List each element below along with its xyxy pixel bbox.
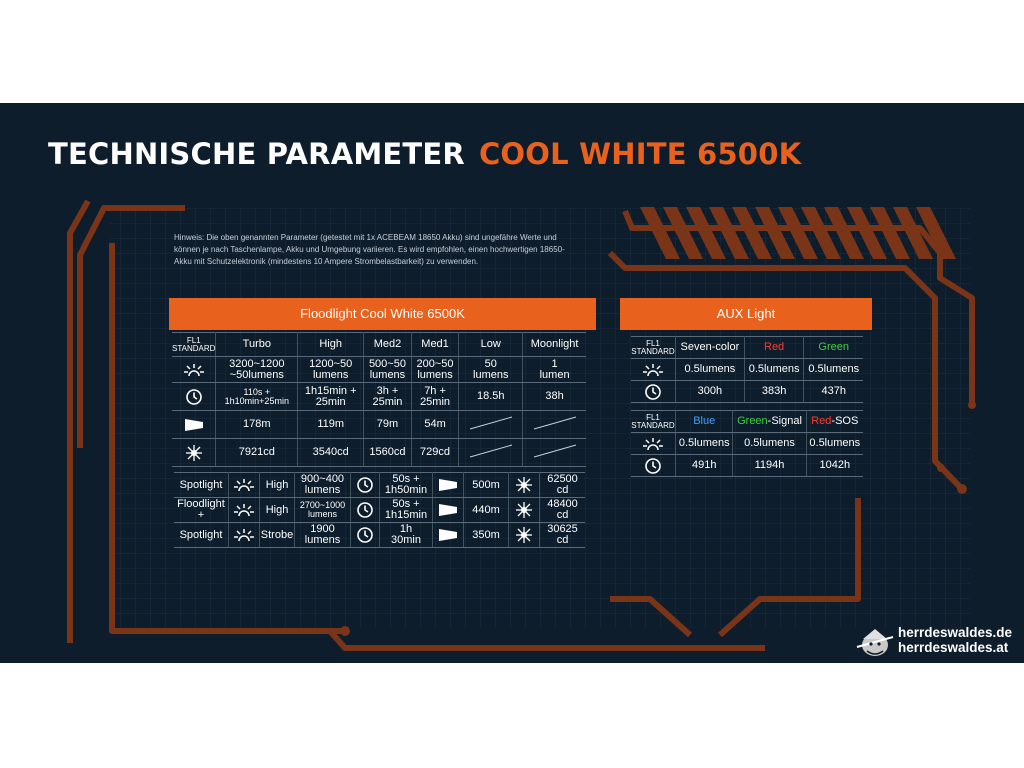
runtime-turbo: 110s + 1h10min+25min (216, 383, 298, 411)
aux-lumens-seven: 0.5lumens (676, 359, 745, 381)
beam-distance-icon (172, 411, 216, 439)
mode-med1: Med1 (411, 333, 459, 357)
beam-distance-icon (433, 523, 464, 548)
page-title (48, 137, 801, 171)
runtime-med1: 7h + 25min (411, 383, 459, 411)
spot-lumens: 2700~1000 lumens (295, 498, 351, 523)
spec-banner (0, 103, 1024, 663)
distance-low-na (459, 411, 523, 439)
spot-distance: 350m (464, 523, 509, 548)
aux-runtime-green-signal: 1194h (733, 455, 806, 477)
runtime-high: 1h15min + 25min (298, 383, 364, 411)
spot-lumens: 1900 lumens (295, 523, 351, 548)
beam-distance-icon (433, 473, 464, 498)
table-row (174, 473, 585, 498)
title-main: TECHNISCHE PARAMETER (48, 137, 465, 171)
distance-med2: 79m (364, 411, 412, 439)
intensity-icon (509, 498, 540, 523)
runtime-low: 18.5h (459, 383, 523, 411)
aux-lumens-green-signal: 0.5lumens (733, 433, 806, 455)
mode-high: High (298, 333, 364, 357)
table-row (172, 411, 586, 439)
spot-distance: 440m (464, 498, 509, 523)
distance-high: 119m (298, 411, 364, 439)
spot-lumens: 900~400 lumens (295, 473, 351, 498)
mode-turbo: Turbo (216, 333, 298, 357)
intensity-high: 3540cd (298, 439, 364, 467)
mode-moonlight: Moonlight (523, 333, 586, 357)
clock-icon (351, 473, 380, 498)
aux-lumens-red-sos: 0.5lumens (806, 433, 863, 455)
spot-name: Spotlight (174, 523, 229, 548)
distance-turbo: 178m (216, 411, 298, 439)
spot-mode: High (260, 473, 295, 498)
spot-runtime: 1h 30min (380, 523, 433, 548)
lumens-med2: 500~50 lumens (364, 357, 412, 383)
distance-moonlight-na (523, 411, 586, 439)
aux-runtime-seven: 300h (676, 381, 745, 403)
brightness-icon (631, 433, 676, 455)
table-row (631, 359, 863, 381)
spot-runtime: 50s + 1h15min (380, 498, 433, 523)
aux-col-green-signal: Green-Signal (733, 411, 806, 433)
aux-col-red: Red (744, 337, 804, 359)
intensity-med1: 729cd (411, 439, 459, 467)
runtime-moonlight: 38h (523, 383, 586, 411)
intensity-icon (509, 523, 540, 548)
floodlight-header: Floodlight Cool White 6500K (169, 298, 596, 330)
spot-name: Spotlight (174, 473, 229, 498)
mode-low: Low (459, 333, 523, 357)
clock-icon (351, 498, 380, 523)
clock-icon (631, 455, 676, 477)
spot-intensity: 62500 cd (540, 473, 586, 498)
lumens-turbo: 3200~1200 ~50lumens (216, 357, 298, 383)
aux-col-seven-color: Seven-color (676, 337, 745, 359)
lumens-low: 50 lumens (459, 357, 523, 383)
intensity-low-na (459, 439, 523, 467)
aux-lumens-blue: 0.5lumens (676, 433, 733, 455)
runtime-med2: 3h + 25min (364, 383, 412, 411)
site-logo-text (898, 625, 1012, 655)
table-row (631, 455, 863, 477)
spot-intensity: 48400 cd (540, 498, 586, 523)
aux-lumens-green: 0.5lumens (804, 359, 863, 381)
clock-icon (172, 383, 216, 411)
disclaimer-note: Hinweis: Die oben genannten Parameter (getestet mit 1x ACEBEAM 18650 Akku) sind ungefähre Werte und können je nach Taschenlampe, Akku und Umgebung variieren. Es wird empfohlen, einen hochwertigen 18650-Akku mit Schutzelektronik (mindestens 10 Ampere Strombelastbarkeit) zu verwenden. (174, 233, 565, 266)
table-row (174, 523, 585, 548)
aux-col-blue: Blue (676, 411, 733, 433)
table-row (172, 333, 586, 357)
table-row (174, 498, 585, 523)
logo-line-at: herrdeswaldes.at (898, 640, 1009, 655)
spot-distance: 500m (464, 473, 509, 498)
standard-label: FL1 STANDARD (631, 411, 676, 433)
title-accent: COOL WHITE 6500K (478, 137, 802, 171)
intensity-icon (172, 439, 216, 467)
brightness-icon (229, 473, 260, 498)
clock-icon (631, 381, 676, 403)
spot-runtime: 50s + 1h50min (380, 473, 433, 498)
table-row (172, 439, 586, 467)
intensity-med2: 1560cd (364, 439, 412, 467)
lumens-high: 1200~50 lumens (298, 357, 364, 383)
brightness-icon (172, 357, 216, 383)
table-row (631, 433, 863, 455)
aux-header: AUX Light (620, 298, 872, 330)
lumens-moonlight: 1 lumen (523, 357, 586, 383)
spot-mode: High (260, 498, 295, 523)
aux-table-2 (631, 410, 863, 477)
spotlight-table (174, 472, 585, 548)
beam-distance-icon (433, 498, 464, 523)
standard-label: FL1 STANDARD (172, 333, 216, 357)
table-row (172, 383, 586, 411)
aux-table-1 (631, 336, 863, 403)
mode-med2: Med2 (364, 333, 412, 357)
distance-med1: 54m (411, 411, 459, 439)
aux-runtime-green: 437h (804, 381, 863, 403)
table-row (631, 381, 863, 403)
aux-runtime-red: 383h (744, 381, 804, 403)
intensity-moonlight-na (523, 439, 586, 467)
spot-mode: Strobe (260, 523, 295, 548)
brightness-icon (229, 498, 260, 523)
spot-intensity: 30625 cd (540, 523, 586, 548)
table-row (631, 337, 863, 359)
standard-label: FL1 STANDARD (631, 337, 676, 359)
table-row (631, 411, 863, 433)
spot-name: Floodlight + (174, 498, 229, 523)
aux-runtime-red-sos: 1042h (806, 455, 863, 477)
clock-icon (351, 523, 380, 548)
aux-col-red-sos: Red-SOS (806, 411, 863, 433)
aux-lumens-red: 0.5lumens (744, 359, 804, 381)
aux-runtime-blue: 491h (676, 455, 733, 477)
brightness-icon (229, 523, 260, 548)
hunter-logo-icon (855, 625, 895, 659)
intensity-turbo: 7921cd (216, 439, 298, 467)
floodlight-table (172, 332, 586, 467)
aux-col-green: Green (804, 337, 863, 359)
lumens-med1: 200~50 lumens (411, 357, 459, 383)
logo-line-de: herrdeswaldes.de (898, 625, 1013, 640)
intensity-icon (509, 473, 540, 498)
table-row (172, 357, 586, 383)
brightness-icon (631, 359, 676, 381)
